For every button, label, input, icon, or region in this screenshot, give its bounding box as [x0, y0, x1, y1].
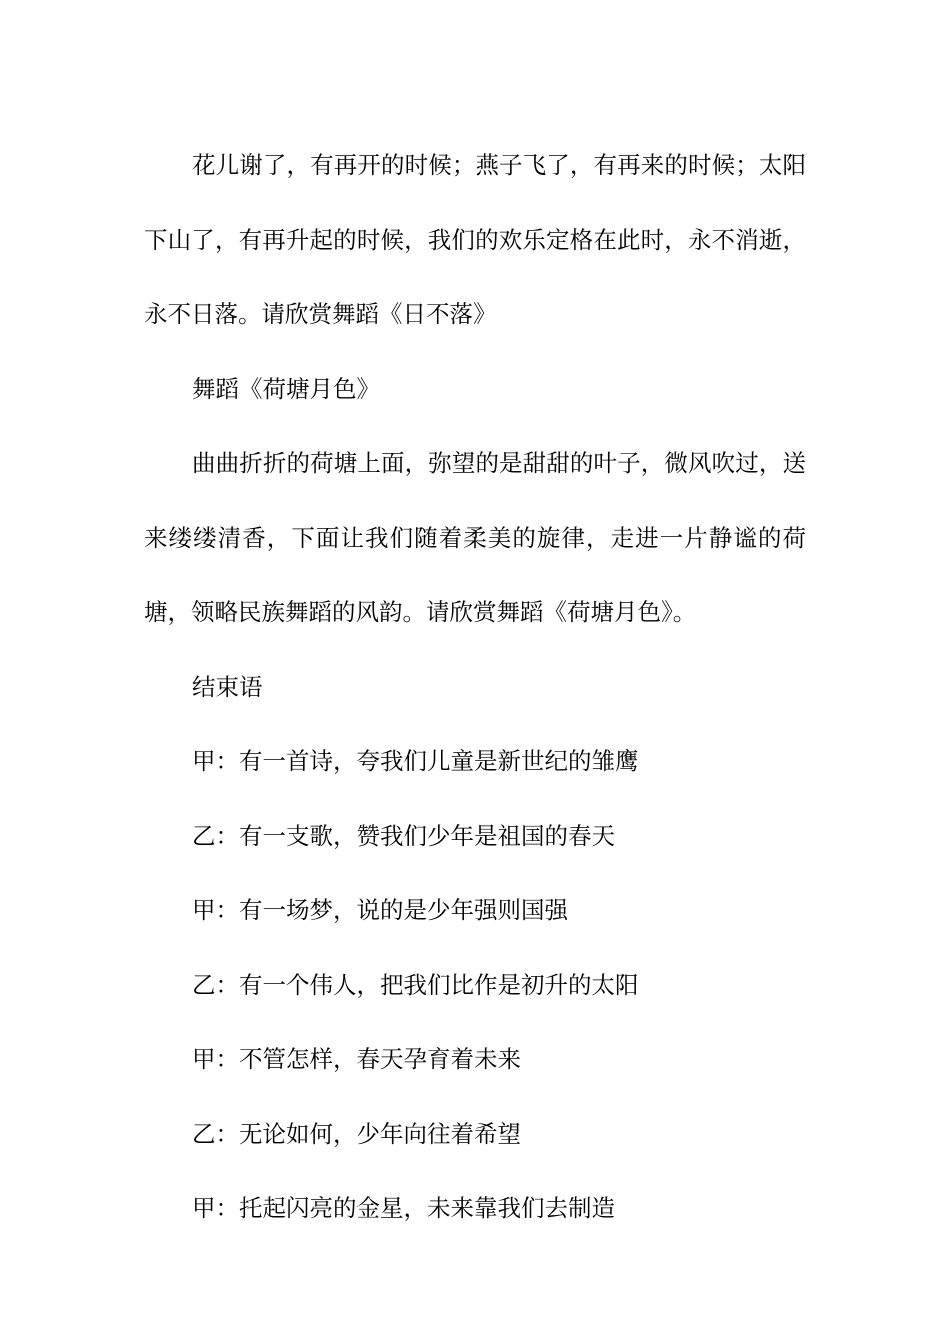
paragraph-intro-lotus: 曲曲折折的荷塘上面，弥望的是甜甜的叶子，微风吹过，送来缕缕清香，下面让我们随着柔美的旋律，走进一片静谧的荷塘，领略民族舞蹈的风韵。请欣赏舞蹈《荷塘月色》。	[144, 449, 806, 626]
paragraph-intro-sunset: 花儿谢了，有再开的时候；燕子飞了，有再来的时候；太阳下山了，有再升起的时候，我们的欢乐定格在此时，永不消逝，永不日落。请欣赏舞蹈《日不落》	[144, 151, 806, 328]
closing-line-6: 乙：无论如何，少年向往着希望	[192, 1119, 521, 1148]
closing-line-3: 甲：有一场梦，说的是少年强则国强	[192, 896, 568, 924]
closing-line-5: 甲：不管怎样，春天孕育着未来	[192, 1045, 521, 1073]
heading-closing: 结束语	[192, 672, 263, 701]
closing-line-2: 乙：有一支歌，赞我们少年是祖国的春天	[192, 821, 615, 850]
closing-line-4: 乙：有一个伟人，把我们比作是初升的太阳	[192, 970, 639, 999]
heading-dance-lotus: 舞蹈《荷塘月色》	[192, 374, 380, 403]
document-body	[144, 128, 806, 1246]
closing-line-1: 甲：有一首诗，夸我们儿童是新世纪的雏鹰	[192, 747, 639, 775]
closing-line-7: 甲：托起闪亮的金星，未来靠我们去制造	[192, 1194, 615, 1222]
